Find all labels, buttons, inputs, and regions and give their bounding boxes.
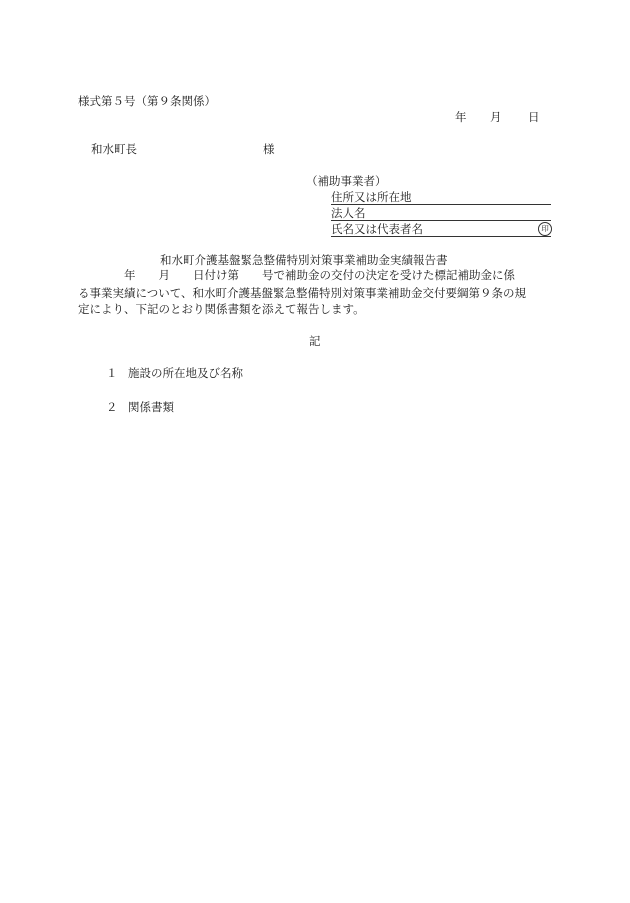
ki-heading: 記 (309, 334, 321, 348)
item-label: 関係書類 (128, 400, 174, 414)
date-day: 日 (528, 110, 540, 124)
body-line-1: 年 月 日付け第 号で補助金の交付の決定を受けた標記補助金に係 (78, 268, 515, 282)
address-field-line (331, 204, 551, 205)
corp-name-label: 法人名 (331, 206, 366, 220)
seal-mark: 印 (538, 222, 552, 236)
applicant-label: （補助事業者） (306, 174, 387, 188)
body-line-2: る事業実績について、和水町介護基盤緊急整備特別対策事業補助金交付要綱第９条の規 (78, 286, 527, 300)
date-year: 年 (455, 110, 467, 124)
addressee-honorific: 様 (263, 142, 275, 156)
representative-field-line (331, 236, 551, 237)
corp-name-field-line (331, 220, 551, 221)
representative-label: 氏名又は代表者名 (331, 222, 423, 236)
addressee-name: 和水町長 (91, 142, 137, 156)
form-number: 様式第５号（第９条関係） (78, 94, 216, 108)
body-line-3: 定により、下記のとおり関係書類を添えて報告します。 (78, 302, 365, 316)
date-month: 月 (490, 110, 502, 124)
item-number: １ (106, 366, 118, 380)
document-title: 和水町介護基盤緊急整備特別対策事業補助金実績報告書 (160, 253, 448, 267)
item-number: ２ (106, 400, 118, 414)
address-label: 住所又は所在地 (331, 190, 412, 204)
item-label: 施設の所在地及び名称 (128, 366, 243, 380)
